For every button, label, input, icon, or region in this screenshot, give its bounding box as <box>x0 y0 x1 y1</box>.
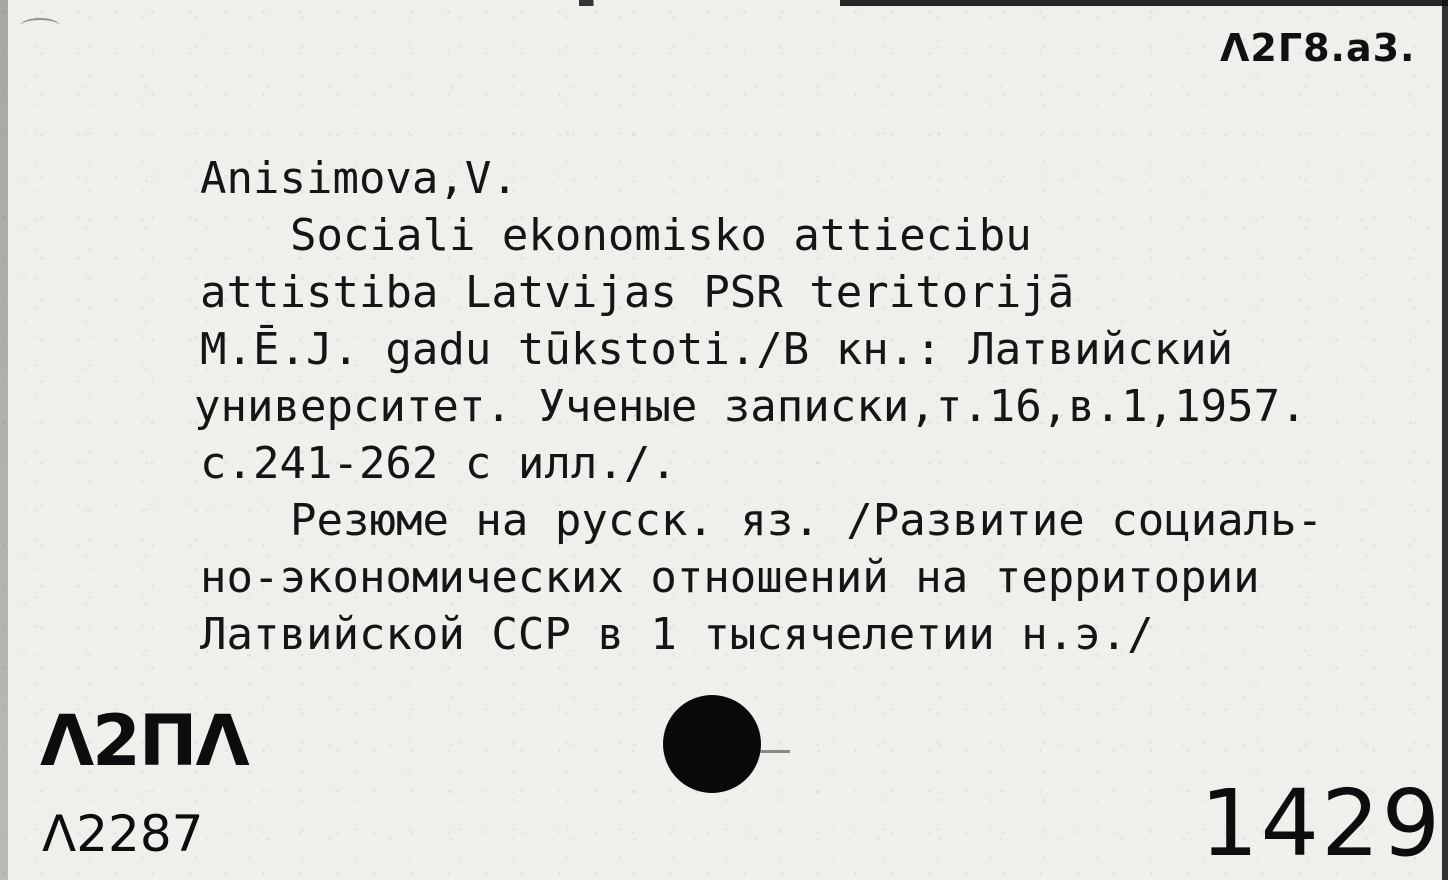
punch-hole-mark <box>760 750 790 753</box>
summary-line-3: Латвийской ССР в 1 тысячелетии н.э./ <box>200 609 1154 660</box>
source-line-2: университет. Ученые записки,т.16,в.1,1957. <box>194 381 1307 432</box>
handwritten-code: Λ2ΠΛ <box>40 700 248 782</box>
handwritten-number-left: Λ2287 <box>42 805 204 863</box>
pages-line: с.241-262 с илл./. <box>200 438 677 489</box>
card-right-edge <box>1442 0 1448 880</box>
author-line: Anisimova,V. <box>200 153 518 204</box>
source-line-1: M.Ē.J. gadu tūkstoti./B кн.: Латвийский <box>200 324 1234 375</box>
card-left-edge <box>0 0 8 880</box>
card-body <box>194 150 1440 663</box>
summary-line-2: но-экономических отношений на территории <box>200 552 1260 603</box>
handwritten-number-right: 1429 <box>1200 770 1443 877</box>
shelfmark: Λ2Γ8.a3. <box>1220 26 1416 70</box>
title-line-2: attistiba Latvijas PSR teritorijā <box>200 267 1075 318</box>
title-line-1: Sociali ekonomisko attiecibu <box>290 210 1032 261</box>
summary-line-1: Резюме на русск. яз. /Развитие социаль- <box>290 495 1324 546</box>
punch-hole <box>663 695 761 793</box>
card-top-edge <box>0 0 1448 6</box>
corner-mark <box>20 18 60 34</box>
